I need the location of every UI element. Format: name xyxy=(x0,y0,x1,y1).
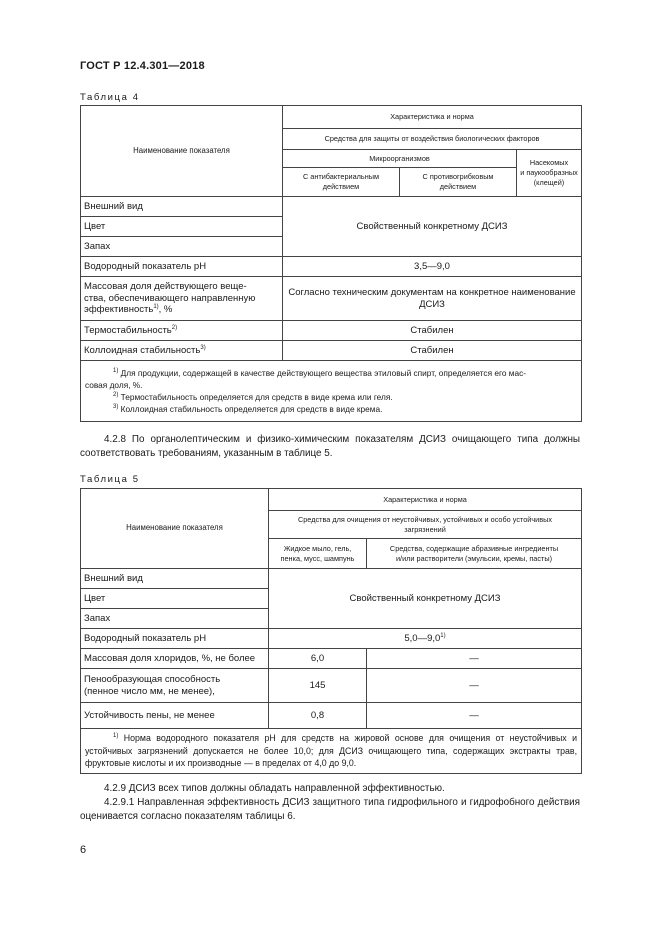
table-4-caption: Таблица 4 xyxy=(80,92,140,103)
t4-note-2: $^{2)}$ Термостабильность определяется для средств в виде крема или геля. xyxy=(113,391,393,402)
t5-row-color: Цвет xyxy=(81,589,269,609)
t5-merged-value: Свойственный конкретному ДСИЗ xyxy=(269,569,582,629)
t4-head-antifungal: С противогрибковым действием xyxy=(400,168,517,197)
page-number: 6 xyxy=(80,844,87,856)
t4-row-thermo-value: Стабилен xyxy=(283,321,582,341)
table-5-caption: Таблица 5 xyxy=(80,474,140,485)
t4-head-microorganisms: Микроорганизмов xyxy=(283,150,517,168)
t5-row-foam-v2: — xyxy=(367,669,582,703)
paragraph-4-2-9: 4.2.9 ДСИЗ всех типов должны обладать направленной эффективностью. 4.2.9.1 Направленная эффективность ДСИЗ защитного типа гидрофильного и гидрофобного действия оценивается согласно показателям таблицы 6. xyxy=(80,783,580,822)
table-5 xyxy=(80,488,582,774)
t4-row-smell: Запах xyxy=(81,237,283,257)
t5-row-foam-label: Пенообразующая способность (пенное число мм, не менее), xyxy=(81,669,269,703)
t4-note-3: $^{3)}$ Коллоидная стабильность определяется для средств в виде крема. xyxy=(113,403,383,414)
table-4 xyxy=(80,105,582,422)
t4-merged-value: Свойственный конкретному ДСИЗ xyxy=(283,197,582,257)
t5-row-stability-v2: — xyxy=(367,703,582,729)
t5-row-chlorides-label: Массовая доля хлоридов, %, не более xyxy=(81,649,269,669)
t4-footnotes xyxy=(81,361,582,422)
t4-row-ph-label: Водородный показатель рН xyxy=(81,257,283,277)
t4-note-1-cont: совая доля, %. xyxy=(85,379,143,390)
t4-head-insects: Насекомых и паукообразных (клещей) xyxy=(517,150,582,197)
t5-row-chlorides-v1: 6,0 xyxy=(269,649,367,669)
t5-footnote: $^{1)}$ Норма водородного показателя рН для средств на жировой основе для очищения от неустойчивых и устойчивых загрязнений допускается не более 10,0; для ДСИЗ очищающего типа, содержащих экстракты трав, фруктовые кислоты и их производные — в пределах от 4,0 до 9,0. xyxy=(81,729,582,774)
t5-row-stability-v1: 0,8 xyxy=(269,703,367,729)
t5-head-col2: Средства, содержащие абразивные ингредиенты и/или растворители (эмульсии, кремы, пасты) xyxy=(367,539,582,569)
document-code: ГОСТ Р 12.4.301—2018 xyxy=(80,60,205,72)
t4-row-appearance: Внешний вид xyxy=(81,197,283,217)
t5-row-stability-label: Устойчивость пены, не менее xyxy=(81,703,269,729)
t4-row-ph-value: 3,5—9,0 xyxy=(283,257,582,277)
t5-head-name: Наименование показателя xyxy=(81,489,269,569)
t5-row-ph-label: Водородный показатель рН xyxy=(81,629,269,649)
t4-head-name: Наименование показателя xyxy=(81,106,283,197)
paragraph-4-2-8: 4.2.8 По органолептическим и физико-химическим показателям ДСИЗ очищающего типа должны соответствовать требованиям, указанным в таблице 5. xyxy=(80,434,580,459)
t4-head-characteristic: Характеристика и норма xyxy=(283,106,582,129)
t4-row-mass-label: Массовая доля действующего веще- ства, обеспечивающего направленную эффективность$^{1)}$, % xyxy=(81,277,283,321)
t5-row-appearance: Внешний вид xyxy=(81,569,269,589)
t4-row-colloid-value: Стабилен xyxy=(283,341,582,361)
t5-row-ph-value: 5,0—9,0$^{1)}$ xyxy=(269,629,582,649)
t5-head-col1: Жидкое мыло, гель, пенка, мусс, шампунь xyxy=(269,539,367,569)
t5-row-foam-v1: 145 xyxy=(269,669,367,703)
t5-row-chlorides-v2: — xyxy=(367,649,582,669)
t4-row-mass-value: Согласно техническим документам на конкретное наименование ДСИЗ xyxy=(283,277,582,321)
t5-row-smell: Запах xyxy=(81,609,269,629)
t5-head-characteristic: Характеристика и норма xyxy=(269,489,582,511)
t4-row-color: Цвет xyxy=(81,217,283,237)
t5-head-group: Средства для очищения от неустойчивых, устойчивых и особо устойчивых загрязнений xyxy=(269,511,582,539)
t4-head-antibacterial: С антибактериальным действием xyxy=(283,168,400,197)
t4-head-group: Средства для защиты от воздействия биологических факторов xyxy=(283,129,582,150)
t4-note-1: $^{1)}$ Для продукции, содержащей в качестве действующего вещества этиловый спирт, определяется его мас- xyxy=(113,367,526,378)
t4-row-colloid-label: Коллоидная стабильность$^{3)}$ xyxy=(81,341,283,361)
t4-row-thermo-label: Термостабильность$^{2)}$ xyxy=(81,321,283,341)
